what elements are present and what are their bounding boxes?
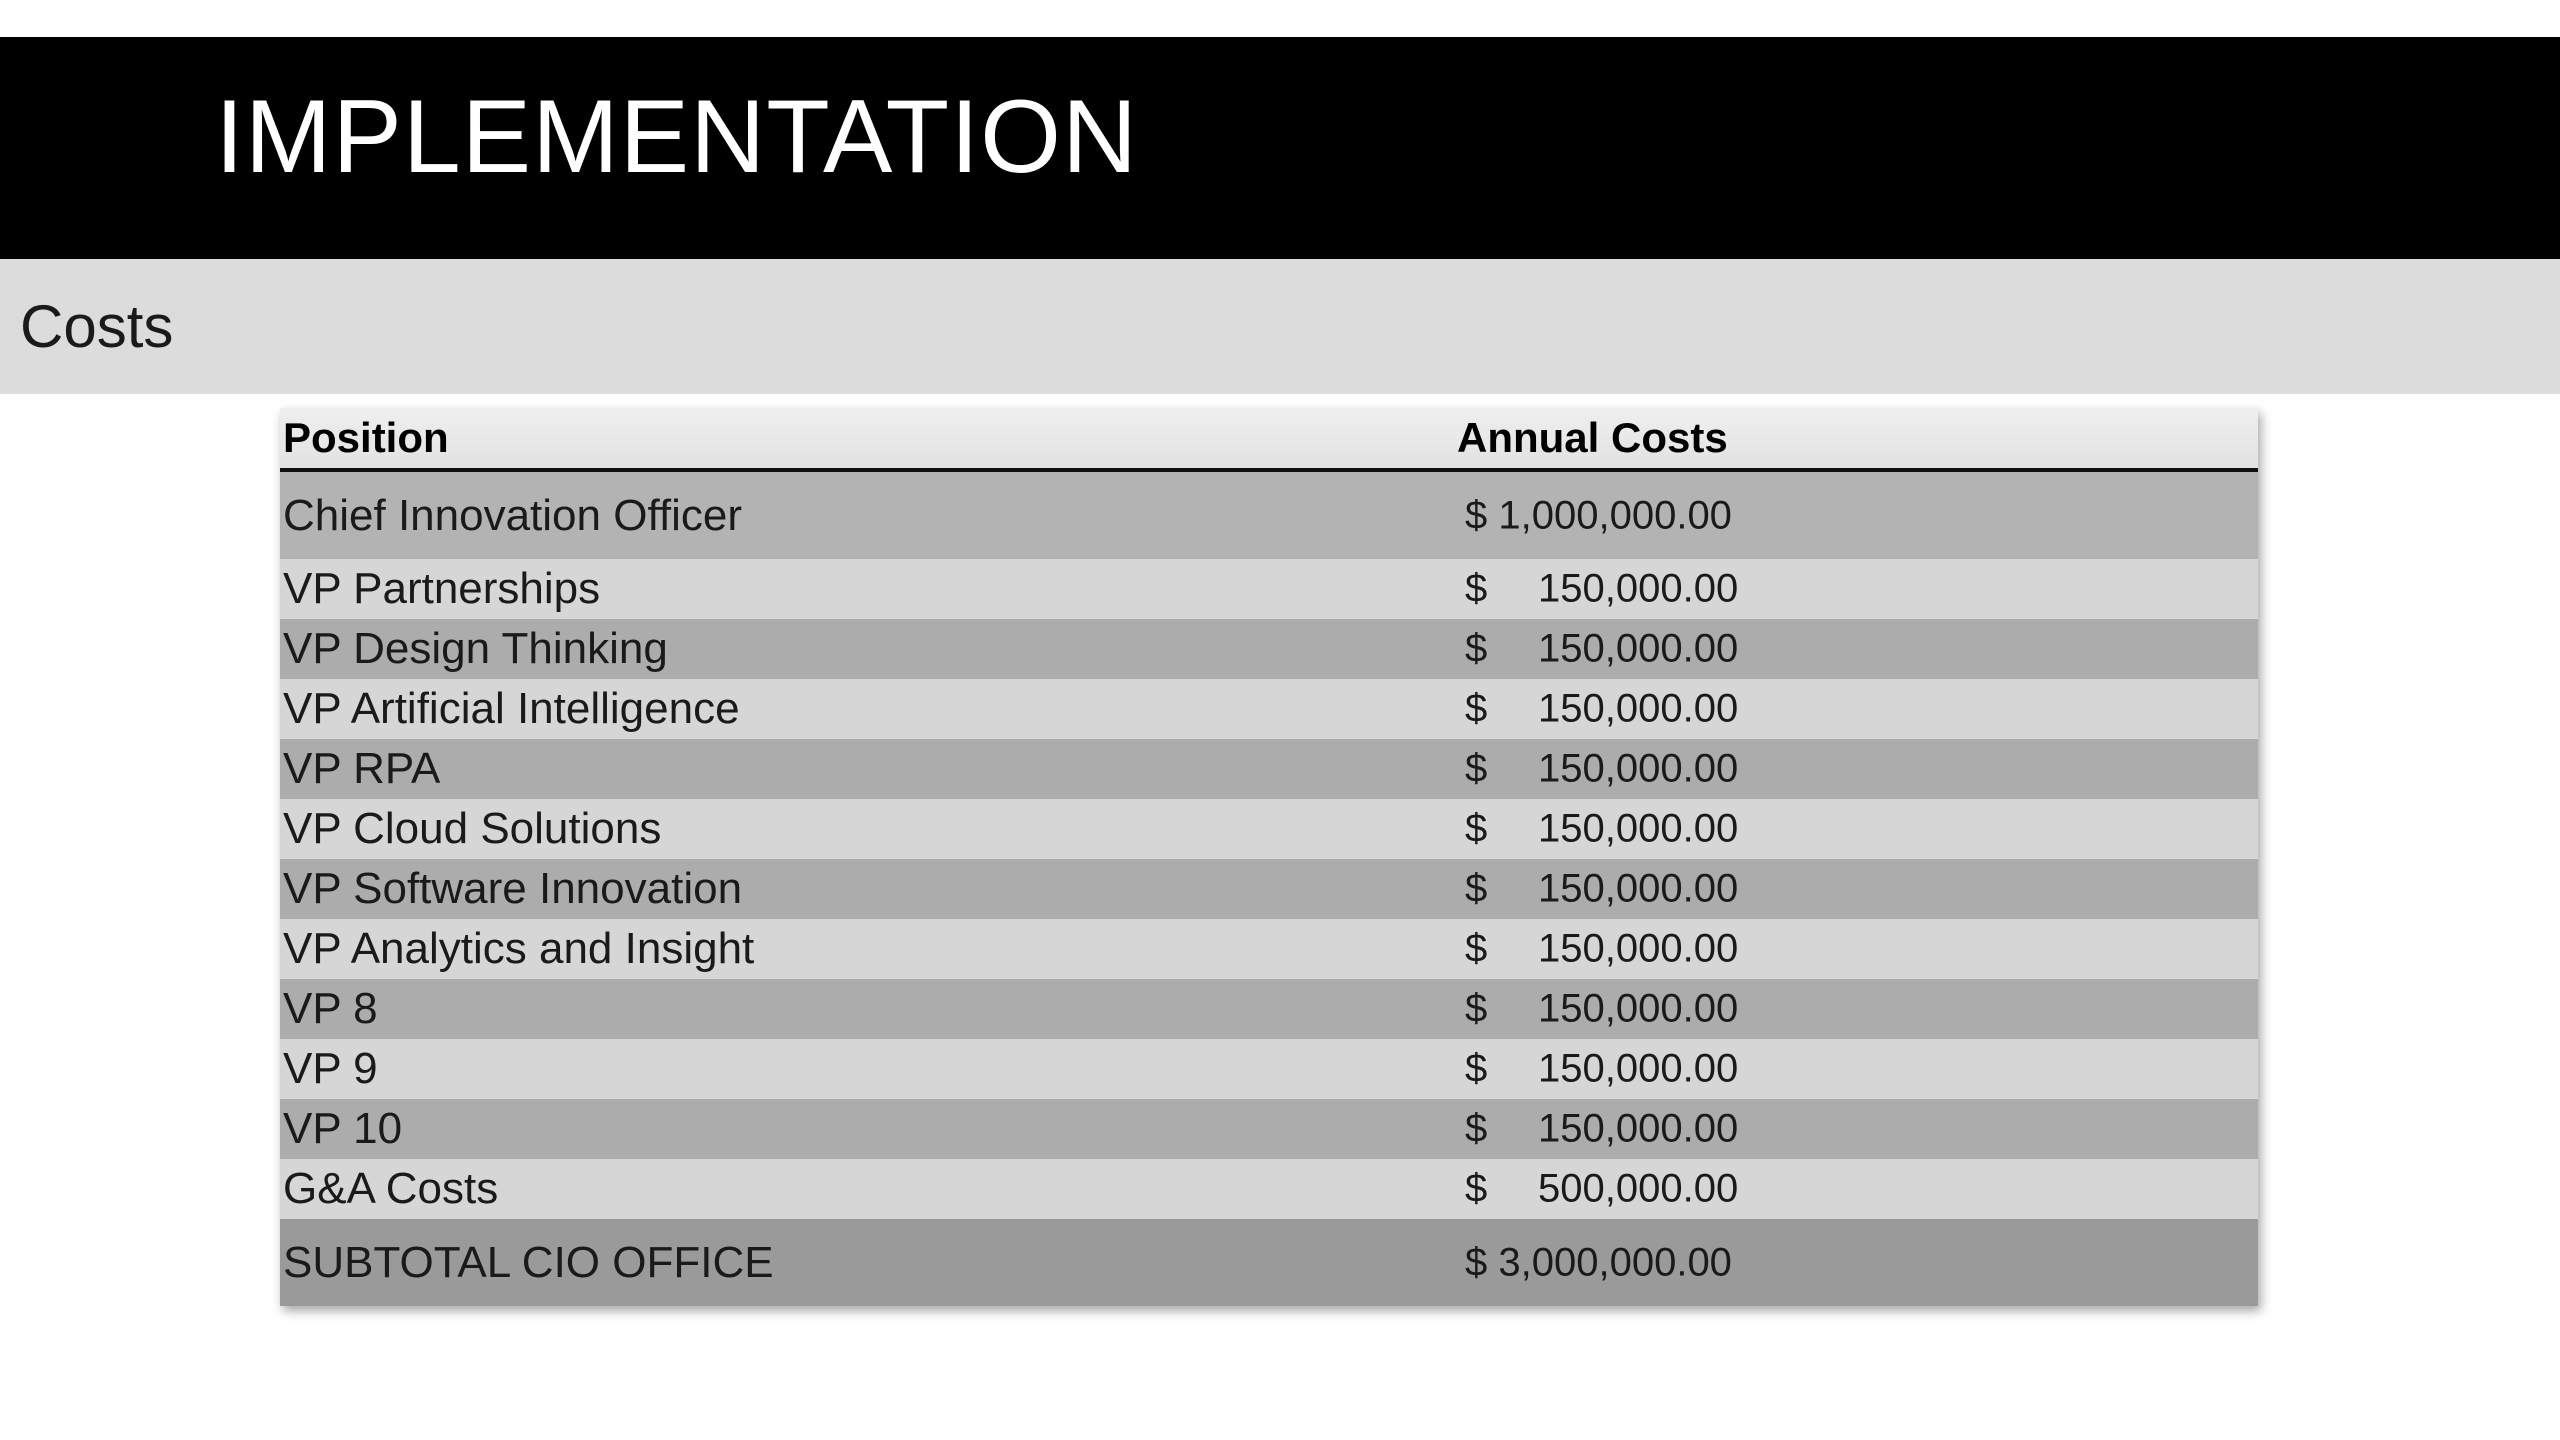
row-position: VP Partnerships — [283, 564, 601, 613]
row-position: G&A Costs — [283, 1164, 499, 1213]
cost-amount: 150,000.00 — [1538, 986, 1739, 1031]
table-row — [280, 619, 2258, 679]
row-position: VP Design Thinking — [283, 624, 668, 673]
currency-symbol: $ — [1465, 926, 1488, 971]
table-row — [280, 559, 2258, 619]
row-position: VP 10 — [283, 1104, 403, 1153]
currency-symbol: $ — [1465, 626, 1488, 671]
cost-amount: 150,000.00 — [1538, 926, 1739, 971]
table-row — [280, 472, 2258, 559]
currency-symbol: $ — [1465, 1046, 1488, 1091]
currency-symbol: $ — [1465, 1166, 1488, 1211]
currency-symbol: $ — [1465, 746, 1488, 791]
currency-symbol: $ — [1465, 986, 1488, 1031]
table-row — [280, 679, 2258, 739]
table-row — [280, 979, 2258, 1039]
table-row — [280, 859, 2258, 919]
cost-amount: 150,000.00 — [1538, 626, 1739, 671]
row-position: VP Analytics and Insight — [283, 924, 755, 973]
subtitle-bar — [0, 259, 2560, 394]
currency-symbol: $ — [1465, 493, 1488, 537]
row-position: VP Cloud Solutions — [283, 804, 662, 853]
cost-table — [280, 408, 2258, 1306]
table-row-subtotal — [280, 1219, 2258, 1306]
cost-amount: 150,000.00 — [1538, 1106, 1739, 1151]
slide-title: IMPLEMENTATION — [215, 79, 1139, 195]
cost-amount: 3,000,000.00 — [1498, 1240, 1732, 1284]
row-cost — [1465, 493, 1732, 538]
cost-amount: 150,000.00 — [1538, 566, 1739, 611]
cost-amount: 150,000.00 — [1538, 866, 1739, 911]
currency-symbol: $ — [1465, 686, 1488, 731]
row-position: VP 8 — [283, 984, 378, 1033]
cost-amount: 500,000.00 — [1538, 1166, 1739, 1211]
currency-symbol: $ — [1465, 1106, 1488, 1151]
cost-amount: 1,000,000.00 — [1498, 493, 1732, 537]
table-header-row — [280, 408, 2258, 472]
row-position: VP 9 — [283, 1044, 378, 1093]
title-bar — [0, 37, 2560, 259]
header-annual-costs: Annual Costs — [1457, 414, 1728, 461]
currency-symbol: $ — [1465, 1240, 1488, 1284]
row-position: VP RPA — [283, 744, 441, 793]
cost-amount: 150,000.00 — [1538, 746, 1739, 791]
table-row — [280, 1159, 2258, 1219]
currency-symbol: $ — [1465, 806, 1488, 851]
cost-amount: 150,000.00 — [1538, 1046, 1739, 1091]
header-position: Position — [283, 414, 449, 461]
table-row — [280, 799, 2258, 859]
table-row — [280, 919, 2258, 979]
row-position: SUBTOTAL CIO OFFICE — [283, 1237, 774, 1287]
row-cost — [1465, 1240, 1732, 1285]
row-position: VP Software Innovation — [283, 864, 743, 913]
currency-symbol: $ — [1465, 866, 1488, 911]
cost-amount: 150,000.00 — [1538, 806, 1739, 851]
row-position: VP Artificial Intelligence — [283, 684, 740, 733]
cost-amount: 150,000.00 — [1538, 686, 1739, 731]
table-row — [280, 1099, 2258, 1159]
slide-subtitle: Costs — [20, 293, 174, 360]
row-position: Chief Innovation Officer — [283, 490, 742, 540]
currency-symbol: $ — [1465, 566, 1488, 611]
table-row — [280, 739, 2258, 799]
table-row — [280, 1039, 2258, 1099]
